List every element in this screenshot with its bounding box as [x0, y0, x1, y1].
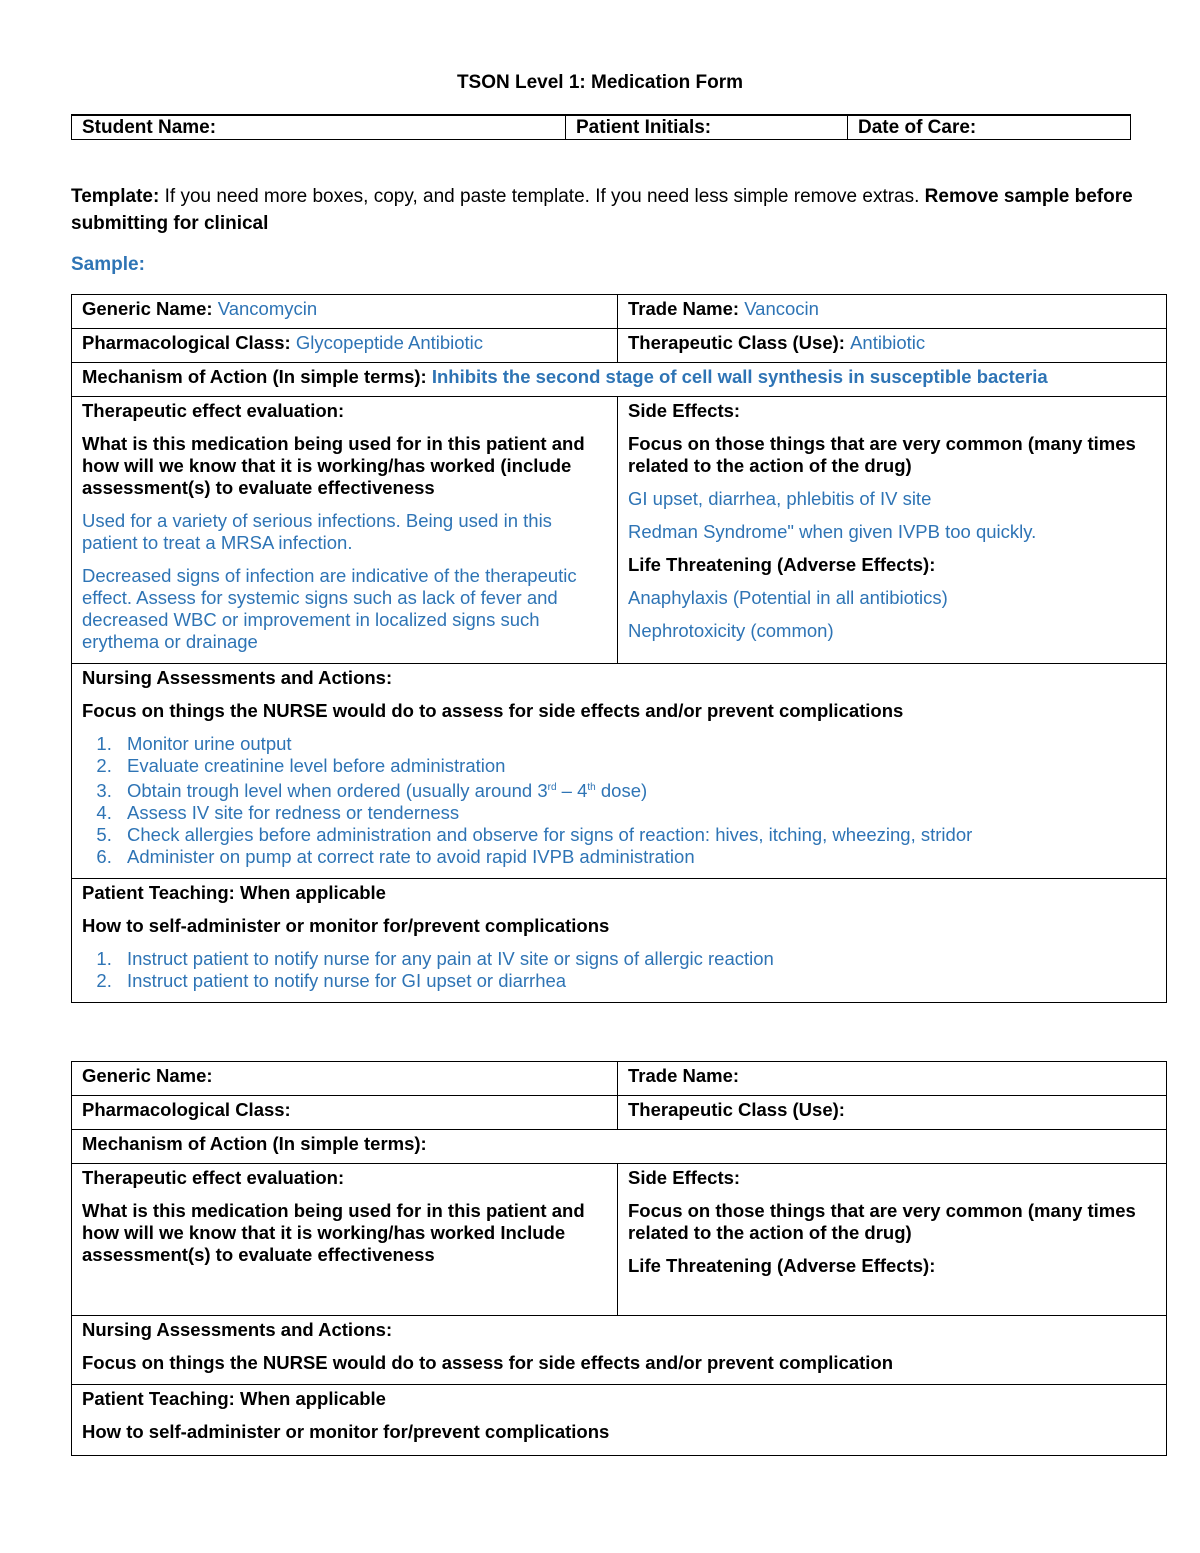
generic-name-value: Vancomycin — [217, 298, 318, 319]
generic-name-cell[interactable] — [72, 1062, 618, 1096]
life-threatening-label: Life Threatening (Adverse Effects): — [628, 554, 936, 575]
list-item: 2. Instruct patient to notify nurse for GI upset or diarrhea — [117, 970, 1156, 992]
mechanism-of-action-cell[interactable] — [72, 363, 1167, 397]
superscript: rd — [547, 782, 557, 793]
nursing-assessments-focus: Focus on things the NURSE would do to assess for side effects and/or prevent complication — [82, 1352, 894, 1373]
list-item — [117, 777, 1156, 802]
therapeutic-effect-question: What is this medication being used for in this patient and how will we know that it is working/has worked Include assessment(s) to evaluate effectiveness — [82, 1200, 585, 1265]
therapeutic-effect-cell[interactable] — [72, 397, 618, 664]
nursing-assessments-label: Nursing Assessments and Actions: — [82, 1319, 393, 1340]
header-table — [71, 114, 1131, 140]
side-effects-cell[interactable] — [618, 1164, 1167, 1316]
sample-medication-table — [71, 294, 1167, 1003]
superscript: th — [587, 782, 596, 793]
template-label: Template: — [71, 186, 160, 207]
list-item-text: – 4 — [556, 780, 588, 802]
list-item-text: dose) — [595, 780, 648, 802]
patient-teaching-list — [82, 948, 1156, 992]
trade-name-label: Trade Name: — [628, 1065, 740, 1086]
life-threatening-label: Life Threatening (Adverse Effects): — [628, 1255, 936, 1276]
patient-teaching-cell[interactable] — [72, 879, 1167, 1003]
nursing-assessments-cell[interactable] — [72, 1316, 1167, 1385]
list-item: 1. Instruct patient to notify nurse for any pain at IV site or signs of allergic reaction — [117, 948, 1156, 970]
list-item: 2. Evaluate creatinine level before administration — [117, 755, 1156, 777]
trade-name-cell[interactable] — [618, 1062, 1167, 1096]
side-effects-label: Side Effects: — [628, 400, 741, 421]
side-effect-item-2: Redman Syndrome" when given IVPB too quickly. — [628, 521, 1037, 542]
list-item: 4. Assess IV site for redness or tenderness — [117, 802, 1156, 824]
sample-heading: Sample: — [71, 254, 145, 275]
student-name-field[interactable]: Student Name: — [72, 115, 566, 140]
side-effects-label: Side Effects: — [628, 1167, 741, 1188]
patient-initials-field[interactable]: Patient Initials: — [566, 115, 848, 140]
therapeutic-effect-answer-2: Decreased signs of infection are indicative of the therapeutic effect. Assess for systemic signs such as lack of fever and decreased WBC or improvement in localized signs such erythema or drainage — [82, 565, 577, 652]
generic-name-cell[interactable] — [72, 295, 618, 329]
side-effect-item-1: GI upset, diarrhea, phlebitis of IV site — [628, 488, 932, 509]
nursing-assessments-focus: Focus on things the NURSE would do to assess for side effects and/or prevent complications — [82, 700, 904, 721]
mechanism-label: Mechanism of Action (In simple terms): — [82, 1133, 427, 1154]
trade-name-cell[interactable] — [618, 295, 1167, 329]
patient-teaching-label: Patient Teaching: When applicable — [82, 882, 386, 904]
patient-teaching-question: How to self-administer or monitor for/prevent complications — [82, 1421, 610, 1442]
life-threatening-item-2: Nephrotoxicity (common) — [628, 620, 834, 641]
side-effects-focus: Focus on those things that are very common (many times related to the action of the drug) — [628, 1200, 1136, 1243]
mechanism-of-action-cell[interactable] — [72, 1130, 1167, 1164]
therapeutic-effect-question: What is this medication being used for in this patient and how will we know that it is working/has worked (include assessment(s) to evaluate effectiveness — [82, 433, 585, 498]
generic-name-label: Generic Name: — [82, 1065, 213, 1086]
blank-medication-table — [71, 1061, 1167, 1456]
list-item-text: Obtain trough level when ordered (usually around 3 — [127, 780, 548, 802]
pharmacological-class-label: Pharmacological Class: — [82, 1099, 291, 1120]
date-of-care-field[interactable]: Date of Care: — [848, 115, 1131, 140]
pharmacological-class-cell[interactable] — [72, 329, 618, 363]
generic-name-label: Generic Name: — [82, 298, 218, 319]
side-effects-cell[interactable] — [618, 397, 1167, 664]
therapeutic-class-label: Therapeutic Class (Use): — [628, 332, 851, 353]
list-item: 5. Check allergies before administration and observe for signs of reaction: hives, itching, wheezing, stridor — [117, 824, 1156, 846]
nursing-assessments-cell[interactable] — [72, 664, 1167, 879]
trade-name-value: Vancocin — [744, 298, 819, 319]
patient-teaching-question: How to self-administer or monitor for/prevent complications — [82, 915, 610, 937]
therapeutic-effect-label: Therapeutic effect evaluation: — [82, 400, 345, 421]
pharmacological-class-value: Glycopeptide Antibiotic — [295, 332, 484, 353]
therapeutic-effect-label: Therapeutic effect evaluation: — [82, 1167, 345, 1188]
therapeutic-effect-answer-1: Used for a variety of serious infections. Being used in this patient to treat a MRSA infection. — [82, 510, 552, 553]
therapeutic-class-value: Antibiotic — [850, 332, 926, 353]
patient-teaching-label: Patient Teaching: When applicable — [82, 1388, 386, 1409]
nursing-assessments-label: Nursing Assessments and Actions: — [82, 667, 393, 688]
patient-teaching-cell[interactable] — [72, 1385, 1167, 1456]
template-text: If you need more boxes, copy, and paste template. If you need less simple remove extras. — [159, 186, 925, 207]
pharmacological-class-cell[interactable] — [72, 1096, 618, 1130]
template-note — [71, 183, 1141, 237]
therapeutic-class-cell[interactable] — [618, 1096, 1167, 1130]
therapeutic-effect-cell[interactable] — [72, 1164, 618, 1316]
mechanism-value: Inhibits the second stage of cell wall synthesis in susceptible bacteria — [431, 366, 1048, 387]
therapeutic-class-cell[interactable] — [618, 329, 1167, 363]
list-item: 6. Administer on pump at correct rate to avoid rapid IVPB administration — [117, 846, 1156, 868]
nursing-assessments-list — [82, 733, 1156, 868]
trade-name-label: Trade Name: — [628, 298, 745, 319]
therapeutic-class-label: Therapeutic Class (Use): — [628, 1099, 845, 1120]
mechanism-label: Mechanism of Action (In simple terms): — [82, 366, 432, 387]
list-item: 1. Monitor urine output — [117, 733, 1156, 755]
pharmacological-class-label: Pharmacological Class: — [82, 332, 296, 353]
form-title: TSON Level 1: Medication Form — [456, 72, 744, 93]
remove-sample-note: Remove sample before submitting for clinical — [71, 186, 1133, 234]
side-effects-focus: Focus on those things that are very common (many times related to the action of the drug) — [628, 433, 1136, 476]
life-threatening-item-1: Anaphylaxis (Potential in all antibiotics) — [628, 587, 948, 608]
